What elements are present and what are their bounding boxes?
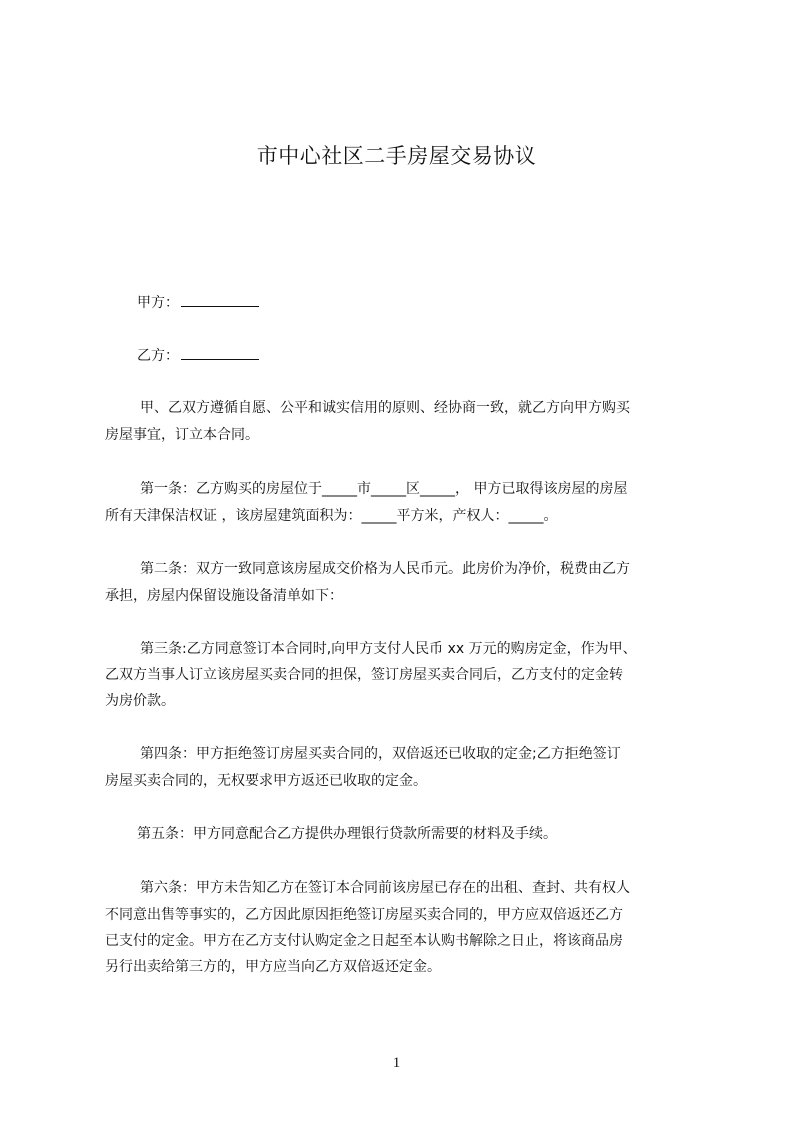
paragraph-line: 甲、乙双方遵循自愿、公平和诚实信用的原则、经协商一致，就乙方向甲方购买 [140,400,630,416]
paragraph-line: 乙双方当事人订立该房屋买卖合同的担保，签订房屋买卖合同后，乙方支付的定金转 [105,667,623,683]
paragraph-line: 第五条：甲方同意配合乙方提供办理银行贷款所需要的材料及手续。 [137,826,557,842]
party-a-label: 甲方： [137,295,179,311]
page-number: 1 [392,1055,401,1071]
paragraph-line: 另行出卖给第三方的，甲方应当向乙方双倍返还定金。 [105,959,441,975]
party-b-line [137,345,259,366]
paragraph-line: 房屋事宜，订立本合同。 [105,427,259,443]
party-a-blank [181,292,259,307]
paragraph-line: 房屋买卖合同的，无权要求甲方返还已收取的定金。 [105,773,427,789]
paragraph-line: 第二条：双方一致同意该房屋成交价格为人民币元。此房价为净价，税费由乙方 [140,561,630,577]
paragraph-line: 为房价款。 [105,693,175,709]
paragraph-line: 第六条：甲方未告知乙方在签订本合同前该房屋已存在的出租、查封、共有权人 [140,880,630,896]
party-b-label: 乙方： [137,348,179,364]
paragraph-line: 所有天津保洁权证 ，该房屋建筑面积为：_____平方米，产权人：_____。 [105,508,558,524]
paragraph-line: 第四条：甲方拒绝签订房屋买卖合同的，双倍返还已收取的定金;乙方拒绝签订 [140,746,621,762]
paragraph-line: 第一条：乙方购买的房屋位于_____市_____区_____， 甲方已取得该房屋的房屋 [140,481,628,497]
paragraph-line: 已支付的定金。甲方在乙方支付认购定金之日起至本认购书解除之日止，将该商品房 [105,933,623,949]
paragraph-line: 承担，房屋内保留设施设备清单如下： [105,588,343,604]
party-b-blank [181,345,259,360]
document-title: 市中心社区二手房屋交易协议 [256,144,537,168]
paragraph-line: 不同意出售等事实的，乙方因此原因拒绝签订房屋买卖合同的，甲方应双倍返还乙方 [105,907,623,923]
paragraph-line: 第三条:乙方同意签订本合同时,向甲方支付人民币 xx 万元的购房定金，作为甲、 [140,641,637,657]
party-a-line [137,292,259,313]
